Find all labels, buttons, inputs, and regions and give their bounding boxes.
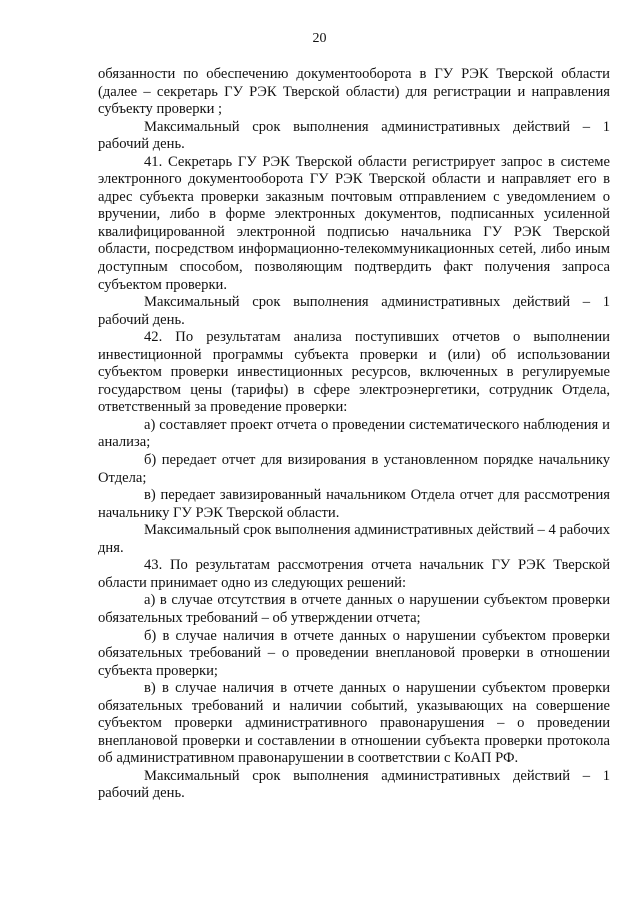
paragraph-continuation: обязанности по обеспечению документооборота в ГУ РЭК Тверской области (далее – секретарь ГУ РЭК Тверской области) для регистрации и направления субъекту проверки ; [98,66,610,118]
paragraph-deadline: Максимальный срок выполнения административных действий – 4 рабочих дня. [98,522,611,556]
paragraph-deadline: Максимальный срок выполнения административных действий – 1 рабочий день. [98,118,610,153]
list-item-a: а) в случае отсутствия в отчете данных о нарушении субъектом проверки обязательных требований – об утверждении отчета; [98,592,610,626]
paragraph-41: 41. Секретарь ГУ РЭК Тверской области регистрирует запрос в системе электронного документооборота ГУ РЭК Тверской области и направляет его в адрес субъекта проверки заказным почтовым отправлением с уведомлением о вручении, либо в форме электронных документов, подписанных усиленной квалифицированной электронной подписью начальника ГУ РЭК Тверской области, посредством информационно-телекоммуникационных сетей, либо иным доступным способом, позволяющим подтвердить факт получения запроса субъектом проверки. [98,153,610,293]
page-number: 20 [312,31,327,46]
list-item-v: в) передает завизированный начальником Отдела отчет для рассмотрения начальнику ГУ РЭК Тверской области. [98,487,610,521]
paragraph-deadline: Максимальный срок выполнения административных действий – 1 рабочий день. [98,294,610,328]
paragraph-42: 42. По результатам анализа поступивших отчетов о выполнении инвестиционной программы субъекта проверки и (или) об использовании субъектом проверки инвестиционных ресурсов, включенных в регулируемые государством цены (тарифы) в сфере электроэнергетики, сотрудник Отдела, ответственный за проведение проверки: [98,329,610,416]
paragraph-deadline: Максимальный срок выполнения административных действий – 1 рабочий день. [98,767,610,802]
list-item-b: б) в случае наличия в отчете данных о нарушении субъектом проверки обязательных требований – о проведении внеплановой проверки в отношении субъекта проверки; [98,627,610,679]
document-body [98,66,610,803]
list-item-a: а) составляет проект отчета о проведении систематического наблюдения и анализа; [98,416,610,451]
list-item-b: б) передает отчет для визирования в установленном порядке начальнику Отдела; [98,452,610,486]
list-item-v: в) в случае наличия в отчете данных о нарушении субъектом проверки обязательных требований и наличии событий, указывающих на совершение субъектом проверки административного правонарушения – о проведении внеплановой проверки и составлении в отношении субъекта проверки протокола об административном правонарушении в соответствии с КоАП РФ. [98,680,610,767]
paragraph-43: 43. По результатам рассмотрения отчета начальник ГУ РЭК Тверской области принимает одно из следующих решений: [98,557,610,591]
